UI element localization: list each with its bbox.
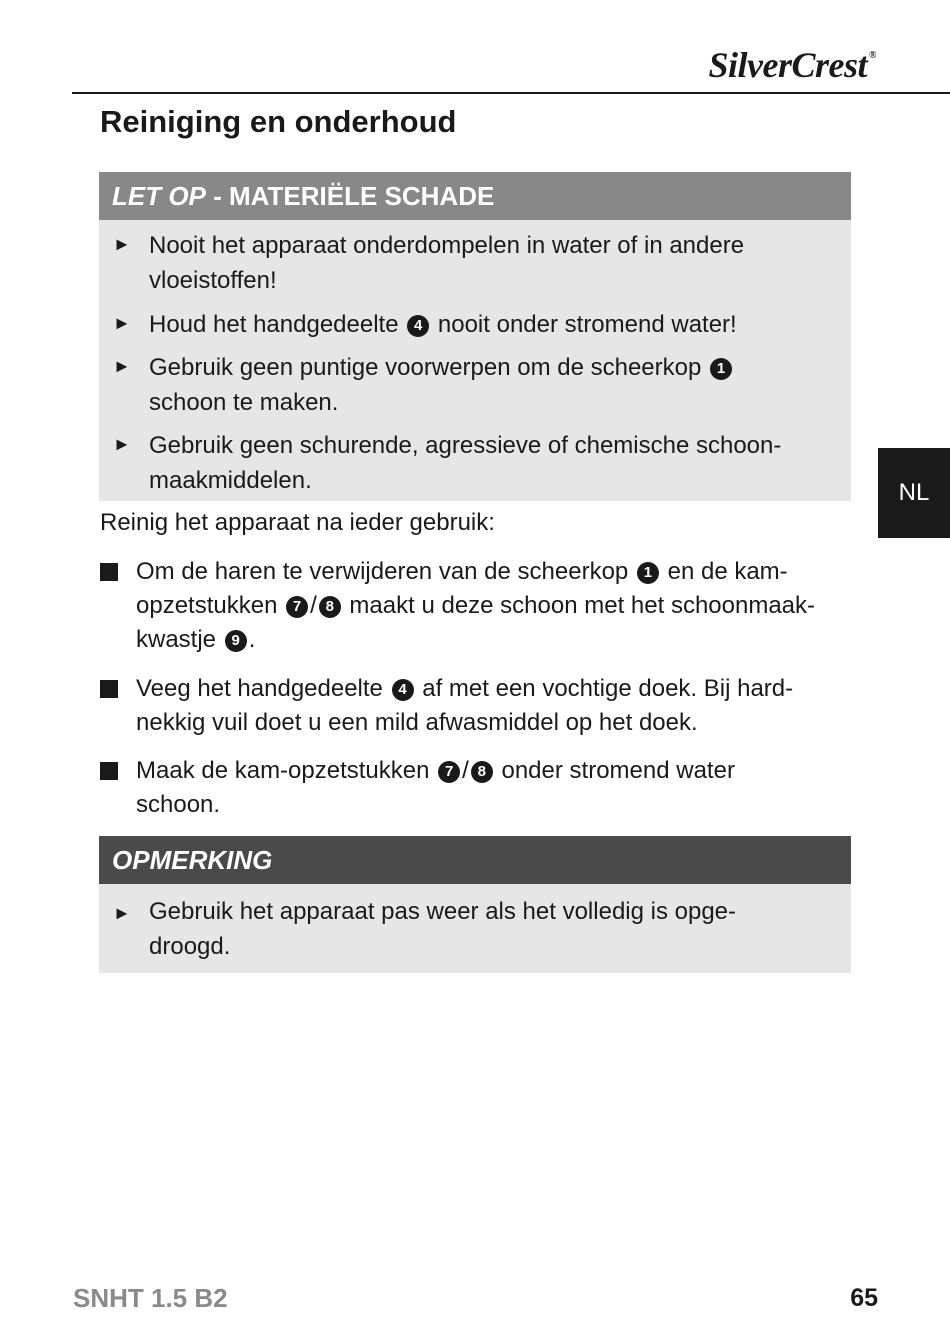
warning-item-1-line2: vloeistoffen! xyxy=(149,267,277,294)
intro-text: Reinig het apparaat na ieder gebruik: xyxy=(100,509,495,536)
number-badge: 1 xyxy=(710,358,732,380)
warning-box xyxy=(99,172,851,501)
step-2-text: nekkig vuil doet u een mild afwasmiddel op het doek. xyxy=(136,709,698,736)
warning-heading xyxy=(99,172,851,220)
step-1-separator: / xyxy=(310,592,317,619)
step-1-text: Om de haren te verwijderen van de scheerkop xyxy=(136,558,635,585)
step-2 xyxy=(136,672,841,740)
triangle-bullet-icon: ► xyxy=(113,356,131,376)
square-bullet-icon xyxy=(100,762,118,780)
note-box xyxy=(99,836,851,973)
number-badge: 4 xyxy=(392,679,414,701)
step-3-separator: / xyxy=(462,757,469,784)
step-3-text: Maak de kam-opzetstukken xyxy=(136,757,437,784)
note-item-line2: droogd. xyxy=(149,933,231,960)
note-heading: OPMERKING xyxy=(99,836,851,884)
warning-item-2-text: Houd het handgedeelte xyxy=(149,311,406,338)
section-title: Reiniging en onderhoud xyxy=(100,104,457,139)
triangle-bullet-icon: ► xyxy=(113,903,131,923)
note-item xyxy=(149,894,839,964)
square-bullet-icon xyxy=(100,563,118,581)
step-3-text: onder stromend water xyxy=(494,757,735,784)
step-3-text: schoon. xyxy=(136,791,221,818)
step-1-text: opzetstukken xyxy=(136,592,285,619)
warning-item-4-line1: Gebruik geen schurende, agressieve of chemische schoon- xyxy=(149,432,782,459)
triangle-bullet-icon: ► xyxy=(113,434,131,454)
warning-item-1-line1: Nooit het apparaat onderdompelen in water of in andere xyxy=(149,232,745,259)
warning-item-1 xyxy=(149,228,839,298)
warning-heading-em: LET OP xyxy=(112,181,206,211)
step-1-text: maakt u deze schoon met het schoonmaak- xyxy=(342,592,816,619)
triangle-bullet-icon: ► xyxy=(113,234,131,254)
note-item-line1: Gebruik het apparaat pas weer als het volledig is opge- xyxy=(149,898,737,925)
number-badge: 8 xyxy=(471,761,493,783)
warning-item-4 xyxy=(149,428,839,498)
number-badge: 7 xyxy=(286,596,308,618)
number-badge: 8 xyxy=(319,596,341,618)
warning-item-4-line2: maakmiddelen. xyxy=(149,467,312,494)
step-1 xyxy=(136,555,841,657)
triangle-bullet-icon: ► xyxy=(113,313,131,333)
warning-item-3-line2: schoon te maken. xyxy=(149,389,339,416)
number-badge: 7 xyxy=(438,761,460,783)
header-rule xyxy=(72,92,950,94)
language-tab: NL xyxy=(878,448,950,538)
brand-logo xyxy=(709,44,877,86)
step-1-text: . xyxy=(248,626,256,653)
warning-item-2 xyxy=(149,307,839,342)
step-2-text: Veeg het handgedeelte xyxy=(136,675,390,702)
step-2-text: af met een vochtige doek. Bij hard- xyxy=(415,675,794,702)
warning-heading-rest: - MATERIËLE SCHADE xyxy=(205,181,495,211)
page-number: 65 xyxy=(850,1284,878,1312)
warning-item-3 xyxy=(149,350,839,420)
number-badge: 9 xyxy=(225,630,247,652)
number-badge: 1 xyxy=(637,562,659,584)
step-3 xyxy=(136,754,841,822)
step-1-text: kwastje xyxy=(136,626,223,653)
footer-model: SNHT 1.5 B2 xyxy=(73,1283,228,1313)
warning-item-3-text: Gebruik geen puntige voorwerpen om de scheerkop xyxy=(149,354,709,381)
number-badge: 4 xyxy=(407,315,429,337)
step-1-text: en de kam- xyxy=(660,558,788,585)
registered-mark: ® xyxy=(869,50,876,61)
warning-item-2-text-end: nooit onder stromend water! xyxy=(431,311,737,338)
square-bullet-icon xyxy=(100,680,118,698)
brand-name: SilverCrest xyxy=(708,45,868,85)
